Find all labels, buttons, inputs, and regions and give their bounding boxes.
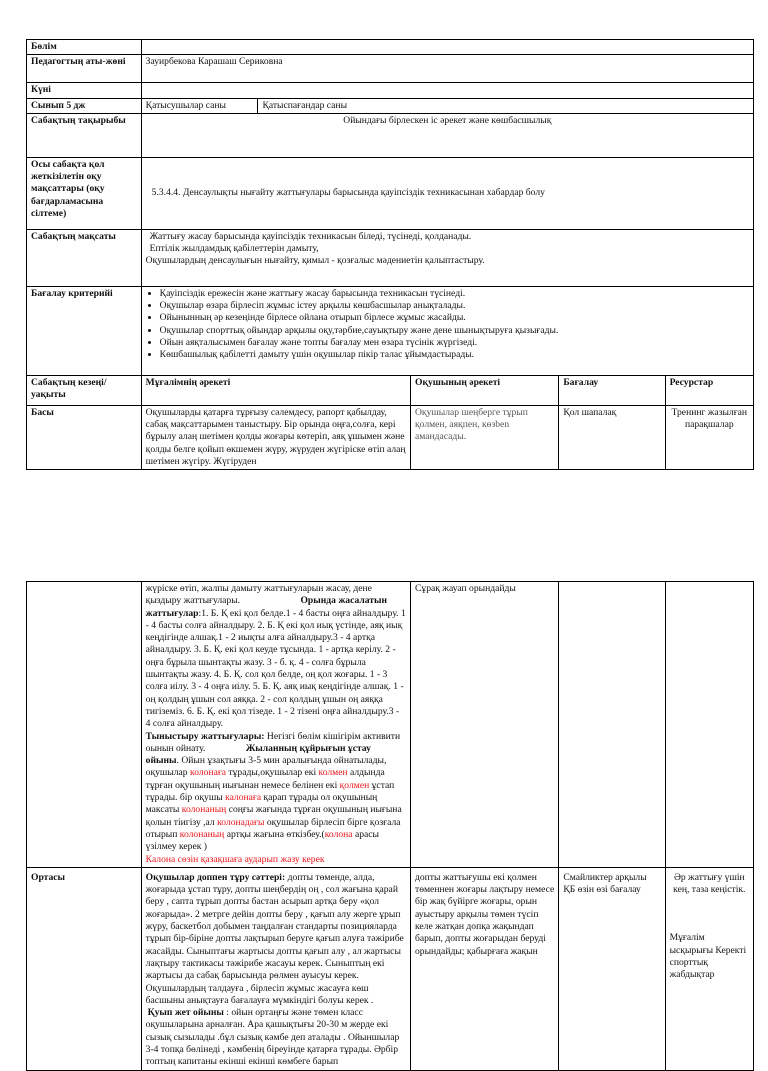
stage-middle: Ортасы xyxy=(27,867,142,1070)
resources-equipment: Мұғалім ысқырығы Керекті спорттық жабдықтар xyxy=(669,932,747,981)
row-topic xyxy=(27,113,754,157)
objectives-value: 5.3.4.4. Денсаулықты нығайту жаттығулары барысында қауіпсіздік техникасынан хабардар болу xyxy=(141,157,753,229)
start-assessment: Қол шапалақ xyxy=(559,405,665,469)
cont-resources xyxy=(665,582,753,868)
row-start-continued xyxy=(27,582,754,868)
goal-line: Оқушылардың денсаулығын нығайту, қимыл - қозғалыс мәдениетін қалыптастыру. xyxy=(145,255,485,267)
red-word: қолмен xyxy=(339,779,370,791)
absent-label: Қатыспағандар саны xyxy=(258,98,754,113)
snake-text: артқы жағына өткізбеу.( xyxy=(224,828,325,840)
col-assessment-header: Бағалау xyxy=(559,375,665,405)
start-resources: Тренинг жазылған парақшалар xyxy=(665,405,753,469)
resources-space: Әр жаттығу үшін кең, таза кеңістік. xyxy=(673,871,746,896)
row-class xyxy=(27,98,754,113)
middle-teacher-action xyxy=(141,867,410,1070)
goal-line: Ептілік жылдамдық қабілеттерін дамыту, xyxy=(149,243,319,255)
chase-game-heading: Қуып жет ойыны xyxy=(147,1007,224,1019)
red-word: колонадағы xyxy=(217,816,265,828)
lesson-plan-table xyxy=(26,39,754,470)
date-value xyxy=(141,83,753,98)
stage-start: Басы xyxy=(27,405,142,469)
snake-text: ұстап тұрады. бір оқушы xyxy=(145,779,395,804)
col-teacher-header: Мұғалімнің әрекеті xyxy=(141,375,410,405)
middle-student-action: допты жаттығушы екі қолмен төменнен жоғары лақтыру немесе бір жақ бүйірге жоғары, орын ауыстыру арқылы төмен түсіп келе жатқан допқа жақындап барып, допты жоғарыдан беруді орындайды; қабырғаға жақын xyxy=(411,867,559,1070)
red-word: колонаның xyxy=(181,804,227,816)
row-date xyxy=(27,83,754,98)
ball-drills-heading: Оқушылар доппен тұру сәттері: xyxy=(145,871,286,883)
middle-resources xyxy=(665,867,753,1070)
ball-drills-text: допты төменде, алда, жоғарыда ұстап тұру, допты шеңбердің оң , сол жағына қарай беру , сапта тұрып допты бастан асырып артқа беру «қол жоғарыда». 2 метрге дейін допты беру , қағып алу жерге ұрып жүру, баскетбол добымен таңдалған стандарты позицияларда тұрып бір-біріне допты лақтырып беруге қағып алуға тәжірибе жасайды. Сыныптағы жартысы допты қағып алу , ал жартысы лақтыру тактикасы тәжірибе жасауы керек. Сыныптың екі жартысы да сабақ барысында рөлмен ауысуы керек. Оқушылардың талдауға , бірлесіп жұмыс жасауға көш басшыны анықтауға бағалауға мүмкіндігі болуы керек . xyxy=(145,871,404,1006)
snake-text: соңғы жағында тұрған оқушының иығына қолын тіигізу ,ал xyxy=(145,804,402,828)
start-teacher-action: Оқушыларды қатарға тұрғызу сәлемдесу, рапорт қабылдау, сабақ мақсаттарымен таныстыру. Бір орында оңға,солға, кері бұрылу алаң шетімен қолды жоғары көтеріп, аяқ ұшымен және қолды белге қойып өкшемен жүру, жүруден жүгіріске өтіп алаң шетімен жүгіру. Жүгіруден xyxy=(141,405,410,469)
snake-text: . Ойын ұзақтығы 3-5 мин аралығында ойнатылады, оқушылар xyxy=(145,755,387,779)
row-column-headers xyxy=(27,375,754,405)
criteria-item: • Ойын аяқталысымен бағалау және топты бағалау мен өзара түсінік жүргізеді. xyxy=(160,337,749,349)
cont-assessment xyxy=(559,582,665,868)
breathing-heading: Тыныстыру жаттығулары: xyxy=(145,730,265,742)
cont-student-action: Сұрақ жауап орындайды xyxy=(411,582,559,868)
start-student-action: Оқушылар шеңберге тұрып қолмен, аяқпен, көзben амандасады. xyxy=(410,405,558,469)
stage-empty xyxy=(27,582,142,868)
row-middle xyxy=(27,867,754,1070)
snake-text: тұрады,оқушылар екі xyxy=(226,767,319,779)
red-word: колмен xyxy=(318,767,348,779)
section-value xyxy=(141,40,753,55)
objectives-label: Осы сабақта қол жеткізілетін оқу мақсаттары (оқу бағдарламасына сілтеме) xyxy=(27,157,142,229)
goal-value xyxy=(141,229,753,286)
teacher-value: Зауирбекова Карашаш Сериковна xyxy=(141,55,753,83)
row-start xyxy=(27,405,754,469)
criteria-item: • Ойынынның әр кезеңінде бірлесе ойлана отырып бірлесе жұмыс жасайды. xyxy=(160,312,749,324)
red-word: калонаға xyxy=(225,792,262,804)
snake-text: қарап тұрады ол оқушының максаты xyxy=(145,792,378,816)
snake-text: оқушылар бірлесіп бірге қозғала отырып xyxy=(145,816,401,840)
topic-value: Ойындағы бірлескен іс әрекет және көшбасшылық xyxy=(141,113,753,157)
red-word: колона xyxy=(324,828,353,840)
translation-note: Калона сөзін қазақшаға аударып жазу керек xyxy=(145,853,325,865)
row-goal xyxy=(27,229,754,286)
criteria-list xyxy=(141,286,753,375)
middle-assessment: Смайликтер арқылы ҚБ өзін өзі бағалау xyxy=(559,867,665,1070)
col-stage-header: Сабақтың кезеңі/ уақыты xyxy=(27,375,142,405)
class-label: Сынып 5 дж xyxy=(27,98,142,113)
teacher-label: Педагогтың аты-жөні xyxy=(27,55,142,83)
lesson-plan-table-continued xyxy=(26,581,754,1071)
row-teacher xyxy=(27,55,754,83)
row-section xyxy=(27,40,754,55)
snake-text: алдында тұрған оқушының иығынан немесе белінен екі xyxy=(145,767,385,791)
col-student-header: Оқушының әрекеті xyxy=(410,375,558,405)
present-label: Қатысушылар саны xyxy=(141,98,258,113)
col-resources-header: Ресурстар xyxy=(665,375,753,405)
snake-text: арасы үзілмеу керек ) xyxy=(145,828,379,853)
criteria-item: • Көшбашылық қабілетті дамыту үшін оқушылар пікір талас ұйымдастырады. xyxy=(160,349,749,361)
criteria-label: Бағалау критерийі xyxy=(27,286,142,375)
goal-label: Сабақтың мақсаты xyxy=(27,229,142,286)
topic-label: Сабақтың тақырыбы xyxy=(27,113,142,157)
goal-line: Жаттығу жасау барысында қауіпсіздік техникасын біледі, түсінеді, қолданады. xyxy=(149,230,472,242)
criteria-item: • Қауіпсіздік ережесін және жаттығу жасау барысында техникасын түсінеді. xyxy=(160,288,749,300)
cont-teacher-action xyxy=(141,582,410,868)
in-place-exercises-heading: Орында жасалатын жаттығулар xyxy=(145,595,388,619)
red-word: колонаның xyxy=(179,828,225,840)
criteria-item: • Оқушылар өзара бірлесіп жұмыс істеу арқылы көшбасшылар анықталады. xyxy=(160,300,749,312)
warmup-text: жүріске өтіп, жалпы дамыту жаттығуларын жасау, дене қыздыру жаттығулары. xyxy=(145,583,372,607)
red-word: колонаға xyxy=(190,767,227,779)
date-label: Күні xyxy=(27,83,142,98)
row-objectives xyxy=(27,157,754,229)
row-criteria xyxy=(27,286,754,375)
chase-game-text: : ойын ортаңғы және төмен класс оқушыларына арналған. Ара қашықтығы 20-30 м жерде екі сызық сызылады .бұл сызық кәмбе деп аталады . Ойыншылар 3-4 топқа бөлінеді , кәмбенің біреуінде қатарға тұрады. Әрбір топтың капитаны екінші екінші көмбеге барып xyxy=(145,1007,400,1068)
in-place-exercises-text: :1. Б. Қ екі қол белде.1 - 4 басты оңға айналдыру. 1 - 4 басты солға айналдыру. 2. Б. Қ екі қол иық үстінде, аяқ иық кеңдігінде алшақ.1 - 2 иықты алға айналдыру.3 - 4 артқа айналдыру. 3. Б. Қ. екі қол кеуде тұсында. 1 - артқа керілу. 2 - оңға бұрыла шынтақты жазу. 3 - б. қ. 4 - солға бұрыла шынтақты жазу. 4. Б. Қ. сол қол белде, оң қол жоғары. 1 - 3 солға иілу. 3 - 4 оңға иілу. 5. Б. Қ. аяқ иық кеңдігінде алшақ. 1 - оң қолдың ұшын сол аяққа. 2 - сол қолдың ұшын оң аяққа тигіземіз. 6. Б. Қ. екі қол тізеде. 1 - 2 тізені оңға айналдыру.3 - 4 солға айналдыру. xyxy=(145,607,406,730)
snake-game-heading: Жыланның құйрығын ұстау ойыны xyxy=(145,742,371,767)
section-label: Бөлім xyxy=(27,40,142,55)
breathing-text: Негізгі бөлім кішігірім активити оынын ойнату. xyxy=(145,730,401,754)
criteria-item: • Оқушылар спорттық ойындар арқылы оқу,тәрбие,сауықтыру және дене шынықтыруға қызығады. xyxy=(160,325,749,337)
